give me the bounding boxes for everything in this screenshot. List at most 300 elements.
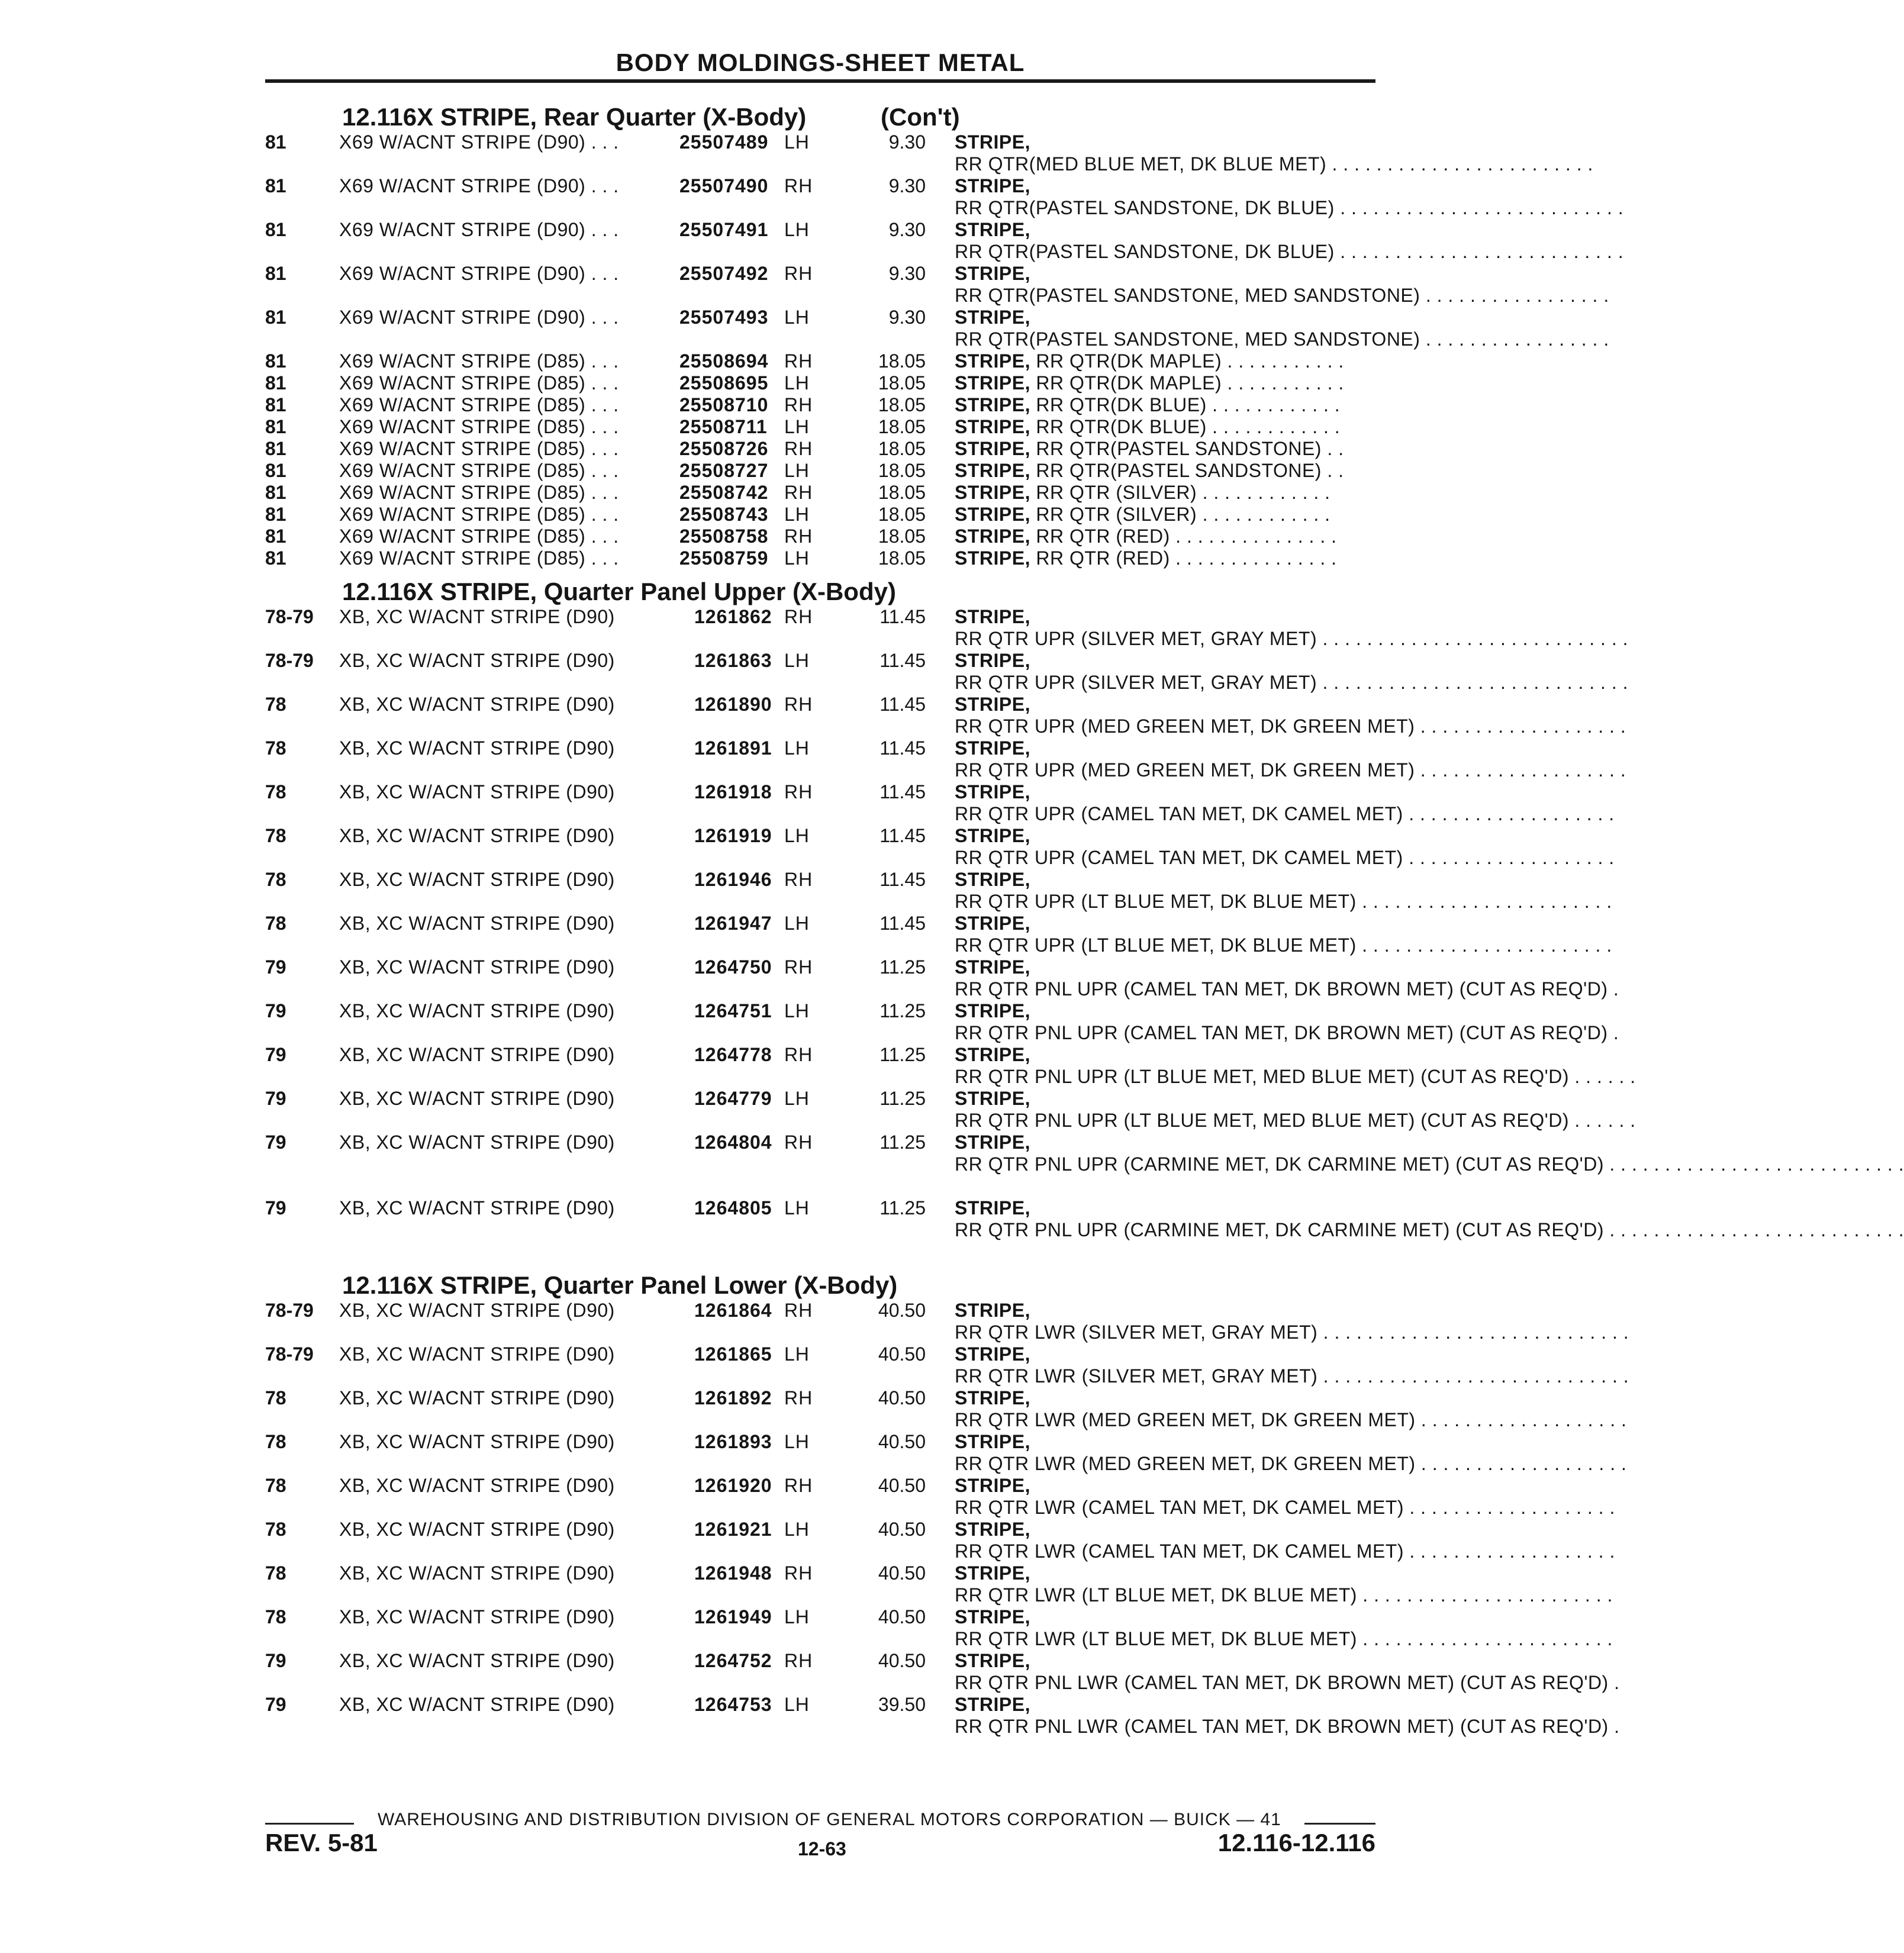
part-row xyxy=(265,307,1609,350)
description-text: RR QTR PNL UPR (LT BLUE MET, MED BLUE MET) (CUT AS REQ'D) . . . . . . xyxy=(955,1110,1636,1131)
description-keyword: STRIPE, xyxy=(955,504,1030,525)
price: 11.25 xyxy=(879,1132,926,1153)
description-keyword: STRIPE, xyxy=(955,1694,1030,1715)
part-number: 25507492 xyxy=(679,263,769,284)
side: LH xyxy=(784,131,810,153)
price: 40.50 xyxy=(878,1475,926,1496)
model-year: 78 xyxy=(265,869,286,890)
part-row xyxy=(265,825,1615,869)
model-year: 81 xyxy=(265,175,286,196)
header-rule xyxy=(265,79,1375,83)
description-text: RR QTR LWR (CAMEL TAN MET, DK CAMEL MET) . . . . . . . . . . . . . . . . . . . xyxy=(955,1541,1615,1562)
description-text: RR QTR UPR (LT BLUE MET, DK BLUE MET) . . . . . . . . . . . . . . . . . . . . . . . xyxy=(955,934,1612,956)
price: 11.25 xyxy=(879,1044,926,1065)
description-keyword: STRIPE, xyxy=(955,416,1030,437)
description-text: RR QTR UPR (MED GREEN MET, DK GREEN MET) . . . . . . . . . . . . . . . . . . . xyxy=(955,716,1626,737)
description-text: RR QTR(DK BLUE) . . . . . . . . . . . . xyxy=(1036,416,1341,437)
price: 40.50 xyxy=(878,1431,926,1452)
description xyxy=(955,1650,1620,1694)
application: XB, XC W/ACNT STRIPE (D90) xyxy=(339,1562,615,1584)
model-year: 81 xyxy=(265,350,286,372)
price: 40.50 xyxy=(878,1300,926,1321)
description-keyword: STRIPE, xyxy=(955,1562,1030,1584)
part-row xyxy=(265,482,1375,504)
price: 9.30 xyxy=(888,175,926,196)
description xyxy=(955,372,1375,394)
price: 18.05 xyxy=(878,394,926,415)
application: X69 W/ACNT STRIPE (D90) . . . xyxy=(339,219,619,240)
part-number: 1264751 xyxy=(694,1000,772,1021)
section-heading xyxy=(265,1266,1375,1300)
price: 11.45 xyxy=(879,869,926,890)
parts-list xyxy=(265,95,1904,1738)
part-number: 1261918 xyxy=(694,781,772,803)
side: RH xyxy=(784,350,813,372)
description xyxy=(955,825,1615,869)
description-keyword: STRIPE, xyxy=(955,1132,1030,1153)
application: XB, XC W/ACNT STRIPE (D90) xyxy=(339,1343,615,1365)
part-row xyxy=(265,1562,1613,1606)
part-row xyxy=(265,1475,1615,1519)
part-row xyxy=(265,1197,1904,1263)
side: RH xyxy=(784,394,813,415)
side: LH xyxy=(784,547,810,569)
description-text: RR QTR(PASTEL SANDSTONE, DK BLUE) . . . . . . . . . . . . . . . . . . . . . . . . . . xyxy=(955,197,1624,218)
description-keyword: STRIPE, xyxy=(955,1300,1030,1321)
part-row xyxy=(265,1431,1627,1475)
model-year: 79 xyxy=(265,956,286,978)
side: LH xyxy=(784,737,810,759)
price: 11.45 xyxy=(879,650,926,671)
model-year: 81 xyxy=(265,263,286,284)
application: XB, XC W/ACNT STRIPE (D90) xyxy=(339,1694,615,1715)
description xyxy=(955,416,1375,438)
price: 40.50 xyxy=(878,1606,926,1628)
description-text: RR QTR(MED BLUE MET, DK BLUE MET) . . . . . . . . . . . . . . . . . . . . . . . . xyxy=(955,153,1593,175)
description xyxy=(955,1519,1615,1562)
part-row xyxy=(265,372,1375,394)
model-year: 81 xyxy=(265,131,286,153)
price: 9.30 xyxy=(888,263,926,284)
price: 11.45 xyxy=(879,694,926,715)
side: RH xyxy=(784,438,813,459)
description-text: RR QTR UPR (SILVER MET, GRAY MET) . . . . . . . . . . . . . . . . . . . . . . . . . . . . xyxy=(955,672,1628,693)
side: LH xyxy=(784,1606,810,1628)
description xyxy=(955,131,1593,175)
part-number: 25508694 xyxy=(679,350,769,372)
price: 18.05 xyxy=(878,526,926,547)
price: 11.45 xyxy=(879,781,926,803)
page-header xyxy=(265,46,1375,82)
side: LH xyxy=(784,460,810,481)
description-text: RR QTR(PASTEL SANDSTONE) . . xyxy=(1036,438,1344,459)
description-keyword: STRIPE, xyxy=(955,350,1030,372)
description xyxy=(955,438,1375,460)
part-row xyxy=(265,913,1612,956)
description-text: RR QTR UPR (MED GREEN MET, DK GREEN MET) . . . . . . . . . . . . . . . . . . . xyxy=(955,759,1626,781)
price: 18.05 xyxy=(878,547,926,569)
side: RH xyxy=(784,1387,813,1409)
application: XB, XC W/ACNT STRIPE (D90) xyxy=(339,737,615,759)
model-year: 81 xyxy=(265,526,286,547)
model-year: 78 xyxy=(265,1562,286,1584)
application: X69 W/ACNT STRIPE (D85) . . . xyxy=(339,547,619,569)
description xyxy=(955,263,1609,307)
description-keyword: STRIPE, xyxy=(955,737,1030,759)
description xyxy=(955,1000,1619,1044)
model-year: 78-79 xyxy=(265,1300,314,1321)
description xyxy=(955,1300,1629,1343)
application: X69 W/ACNT STRIPE (D90) . . . xyxy=(339,307,619,328)
page-title: BODY MOLDINGS-SHEET METAL xyxy=(616,49,1025,76)
part-number: 1264804 xyxy=(694,1132,772,1153)
description-keyword: STRIPE, xyxy=(955,1387,1030,1409)
description-keyword: STRIPE, xyxy=(955,956,1030,978)
part-row xyxy=(265,1343,1629,1387)
description-text: RR QTR UPR (LT BLUE MET, DK BLUE MET) . . . . . . . . . . . . . . . . . . . . . . . xyxy=(955,891,1612,912)
description-text: RR QTR (RED) . . . . . . . . . . . . . . . xyxy=(1036,547,1337,569)
price: 18.05 xyxy=(878,438,926,459)
description-keyword: STRIPE, xyxy=(955,869,1030,890)
application: XB, XC W/ACNT STRIPE (D90) xyxy=(339,650,615,671)
description xyxy=(955,781,1615,825)
description-text: RR QTR PNL LWR (CAMEL TAN MET, DK BROWN MET) (CUT AS REQ'D) . xyxy=(955,1672,1620,1693)
model-year: 81 xyxy=(265,307,286,328)
side: RH xyxy=(784,1562,813,1584)
description xyxy=(955,219,1624,263)
footer-rule-left xyxy=(265,1823,354,1825)
description xyxy=(955,1132,1904,1175)
application: XB, XC W/ACNT STRIPE (D90) xyxy=(339,1650,615,1671)
model-year: 79 xyxy=(265,1694,286,1715)
part-row xyxy=(265,956,1619,1000)
price: 11.45 xyxy=(879,606,926,627)
part-number: 25508758 xyxy=(679,526,769,547)
section-title: 12.116X STRIPE, Quarter Panel Upper (X-Body) xyxy=(342,578,896,605)
description-keyword: STRIPE, xyxy=(955,547,1030,569)
application: XB, XC W/ACNT STRIPE (D90) xyxy=(339,1519,615,1540)
model-year: 78 xyxy=(265,913,286,934)
price: 18.05 xyxy=(878,350,926,372)
model-year: 78 xyxy=(265,1519,286,1540)
description xyxy=(955,913,1612,956)
part-row xyxy=(265,1000,1619,1044)
part-row xyxy=(265,694,1626,737)
application: XB, XC W/ACNT STRIPE (D90) xyxy=(339,1475,615,1496)
description-keyword: STRIPE, xyxy=(955,394,1030,415)
description-keyword: STRIPE, xyxy=(955,1475,1030,1496)
price: 40.50 xyxy=(878,1562,926,1584)
part-row xyxy=(265,1606,1613,1650)
part-number: 1261920 xyxy=(694,1475,772,1496)
part-row xyxy=(265,526,1375,547)
part-number: 25508759 xyxy=(679,547,769,569)
description-keyword: STRIPE, xyxy=(955,175,1030,196)
description xyxy=(955,606,1628,650)
part-number: 25508742 xyxy=(679,482,769,503)
description-text: RR QTR(PASTEL SANDSTONE) . . xyxy=(1036,460,1344,481)
price: 11.45 xyxy=(879,737,926,759)
part-row xyxy=(265,1088,1636,1132)
description-keyword: STRIPE, xyxy=(955,131,1030,153)
description-keyword: STRIPE, xyxy=(955,1431,1030,1452)
part-row xyxy=(265,1650,1620,1694)
side: LH xyxy=(784,650,810,671)
description-keyword: STRIPE, xyxy=(955,913,1030,934)
description-text: RR QTR(DK MAPLE) . . . . . . . . . . . xyxy=(1036,350,1344,372)
description-text: RR QTR(PASTEL SANDSTONE, MED SANDSTONE) . . . . . . . . . . . . . . . . . xyxy=(955,285,1609,306)
description-keyword: STRIPE, xyxy=(955,438,1030,459)
description xyxy=(955,1562,1613,1606)
part-number: 1261893 xyxy=(694,1431,772,1452)
side: RH xyxy=(784,526,813,547)
price: 18.05 xyxy=(878,416,926,437)
part-row xyxy=(265,131,1593,175)
application: XB, XC W/ACNT STRIPE (D90) xyxy=(339,1431,615,1452)
model-year: 81 xyxy=(265,460,286,481)
model-year: 78 xyxy=(265,825,286,846)
description-text: RR QTR (RED) . . . . . . . . . . . . . . . xyxy=(1036,526,1337,547)
application: X69 W/ACNT STRIPE (D85) . . . xyxy=(339,504,619,525)
price: 39.50 xyxy=(878,1694,926,1715)
side: LH xyxy=(784,1694,810,1715)
side: RH xyxy=(784,1650,813,1671)
model-year: 81 xyxy=(265,219,286,240)
application: XB, XC W/ACNT STRIPE (D90) xyxy=(339,1606,615,1628)
model-year: 78 xyxy=(265,1606,286,1628)
model-year: 81 xyxy=(265,394,286,415)
part-row xyxy=(265,219,1624,263)
footer-division: WAREHOUSING AND DISTRIBUTION DIVISION OF GENERAL MOTORS CORPORATION — BUICK — 41 xyxy=(378,1810,1281,1829)
description-keyword: STRIPE, xyxy=(955,1650,1030,1671)
description xyxy=(955,307,1609,350)
description xyxy=(955,1475,1615,1519)
description xyxy=(955,1044,1636,1088)
price: 11.25 xyxy=(879,1000,926,1021)
price: 11.25 xyxy=(879,956,926,978)
description-text: RR QTR UPR (CAMEL TAN MET, DK CAMEL MET) . . . . . . . . . . . . . . . . . . . xyxy=(955,847,1615,868)
side: LH xyxy=(784,1343,810,1365)
description-keyword: STRIPE, xyxy=(955,1519,1030,1540)
part-number: 25508695 xyxy=(679,372,769,394)
part-row xyxy=(265,1044,1636,1088)
side: RH xyxy=(784,175,813,196)
description-keyword: STRIPE, xyxy=(955,460,1030,481)
side: LH xyxy=(784,1519,810,1540)
part-number: 25507489 xyxy=(679,131,769,153)
part-number: 1264750 xyxy=(694,956,772,978)
application: X69 W/ACNT STRIPE (D90) . . . xyxy=(339,131,619,153)
part-number: 25508710 xyxy=(679,394,769,415)
model-year: 81 xyxy=(265,482,286,503)
side: RH xyxy=(784,956,813,978)
description-keyword: STRIPE, xyxy=(955,694,1030,715)
description-text: RR QTR PNL UPR (CAMEL TAN MET, DK BROWN MET) (CUT AS REQ'D) . xyxy=(955,1022,1619,1043)
price: 11.45 xyxy=(879,825,926,846)
description-text: RR QTR PNL LWR (CAMEL TAN MET, DK BROWN MET) (CUT AS REQ'D) . xyxy=(955,1716,1620,1737)
description xyxy=(955,504,1375,526)
application: XB, XC W/ACNT STRIPE (D90) xyxy=(339,825,615,846)
model-year: 79 xyxy=(265,1650,286,1671)
application: XB, XC W/ACNT STRIPE (D90) xyxy=(339,1088,615,1109)
application: X69 W/ACNT STRIPE (D85) . . . xyxy=(339,482,619,503)
price: 40.50 xyxy=(878,1387,926,1409)
part-row xyxy=(265,394,1375,416)
application: XB, XC W/ACNT STRIPE (D90) xyxy=(339,606,615,627)
price: 18.05 xyxy=(878,372,926,394)
side: LH xyxy=(784,219,810,240)
model-year: 78 xyxy=(265,737,286,759)
continued-label: (Con't) xyxy=(881,103,960,131)
application: XB, XC W/ACNT STRIPE (D90) xyxy=(339,1300,615,1321)
description-text: RR QTR PNL UPR (CARMINE MET, DK CARMINE MET) (CUT AS REQ'D) . . . . . . . . . . . . . . . . . . . . . . . . . . . xyxy=(955,1219,1904,1240)
description xyxy=(955,1088,1636,1132)
side: LH xyxy=(784,1197,810,1219)
part-number: 1261919 xyxy=(694,825,772,846)
description-keyword: STRIPE, xyxy=(955,263,1030,284)
part-number: 1261921 xyxy=(694,1519,772,1540)
application: X69 W/ACNT STRIPE (D85) . . . xyxy=(339,350,619,372)
side: RH xyxy=(784,1044,813,1065)
part-number: 25508727 xyxy=(679,460,769,481)
description-text: RR QTR PNL UPR (CARMINE MET, DK CARMINE MET) (CUT AS REQ'D) . . . . . . . . . . . . . . . . . . . . . . . . . . . xyxy=(955,1153,1904,1175)
section-title: 12.116X STRIPE, Quarter Panel Lower (X-Body) xyxy=(342,1271,898,1299)
description-keyword: STRIPE, xyxy=(955,482,1030,503)
model-year: 78-79 xyxy=(265,650,314,671)
description xyxy=(955,694,1626,737)
description-text: RR QTR LWR (LT BLUE MET, DK BLUE MET) . . . . . . . . . . . . . . . . . . . . . . . xyxy=(955,1628,1613,1649)
page-footer xyxy=(265,1799,1375,1864)
model-year: 79 xyxy=(265,1088,286,1109)
description-text: RR QTR LWR (CAMEL TAN MET, DK CAMEL MET) . . . . . . . . . . . . . . . . . . . xyxy=(955,1497,1615,1518)
part-number: 1261948 xyxy=(694,1562,772,1584)
description xyxy=(955,547,1375,569)
description xyxy=(955,737,1626,781)
description-keyword: STRIPE, xyxy=(955,1088,1030,1109)
part-row xyxy=(265,606,1628,650)
description-keyword: STRIPE, xyxy=(955,650,1030,671)
model-year: 79 xyxy=(265,1044,286,1065)
price: 9.30 xyxy=(888,131,926,153)
model-year: 78 xyxy=(265,1431,286,1452)
part-row xyxy=(265,416,1375,438)
part-number: 1261865 xyxy=(694,1343,772,1365)
description xyxy=(955,1431,1627,1475)
application: XB, XC W/ACNT STRIPE (D90) xyxy=(339,869,615,890)
description-text: RR QTR LWR (MED GREEN MET, DK GREEN MET) . . . . . . . . . . . . . . . . . . . xyxy=(955,1409,1627,1430)
part-number: 25507491 xyxy=(679,219,769,240)
part-row xyxy=(265,547,1375,569)
price: 40.50 xyxy=(878,1650,926,1671)
side: RH xyxy=(784,1475,813,1496)
description xyxy=(955,350,1375,372)
side: LH xyxy=(784,1431,810,1452)
part-number: 1261890 xyxy=(694,694,772,715)
section-heading xyxy=(265,573,1375,606)
description xyxy=(955,1197,1904,1241)
price: 11.45 xyxy=(879,913,926,934)
side: RH xyxy=(784,606,813,627)
description-keyword: STRIPE, xyxy=(955,1606,1030,1628)
description-keyword: STRIPE, xyxy=(955,372,1030,394)
part-number: 1261863 xyxy=(694,650,772,671)
price: 40.50 xyxy=(878,1343,926,1365)
side: RH xyxy=(784,1300,813,1321)
description-text: RR QTR LWR (LT BLUE MET, DK BLUE MET) . . . . . . . . . . . . . . . . . . . . . . . xyxy=(955,1584,1613,1606)
part-row xyxy=(265,1694,1620,1738)
description-text: RR QTR(PASTEL SANDSTONE, DK BLUE) . . . . . . . . . . . . . . . . . . . . . . . . . . xyxy=(955,241,1624,262)
model-year: 81 xyxy=(265,438,286,459)
part-number: 25507493 xyxy=(679,307,769,328)
page-number: 12-63 xyxy=(798,1838,846,1859)
model-year: 81 xyxy=(265,416,286,437)
price: 40.50 xyxy=(878,1519,926,1540)
side: LH xyxy=(784,416,810,437)
description xyxy=(955,956,1619,1000)
side: RH xyxy=(784,781,813,803)
part-row xyxy=(265,263,1609,307)
model-year: 79 xyxy=(265,1197,286,1219)
application: XB, XC W/ACNT STRIPE (D90) xyxy=(339,956,615,978)
part-row xyxy=(265,1300,1629,1343)
description xyxy=(955,482,1375,504)
description-keyword: STRIPE, xyxy=(955,781,1030,803)
model-year: 81 xyxy=(265,372,286,394)
description xyxy=(955,1694,1620,1738)
description-keyword: STRIPE, xyxy=(955,307,1030,328)
model-year: 78 xyxy=(265,781,286,803)
application: X69 W/ACNT STRIPE (D85) . . . xyxy=(339,394,619,415)
part-number: 1261892 xyxy=(694,1387,772,1409)
section-title: 12.116X STRIPE, Rear Quarter (X-Body) xyxy=(342,103,807,131)
price: 9.30 xyxy=(888,219,926,240)
application: X69 W/ACNT STRIPE (D85) . . . xyxy=(339,438,619,459)
part-number: 1261864 xyxy=(694,1300,772,1321)
application: XB, XC W/ACNT STRIPE (D90) xyxy=(339,1197,615,1219)
application: X69 W/ACNT STRIPE (D90) . . . xyxy=(339,175,619,196)
part-number: 1261949 xyxy=(694,1606,772,1628)
application: XB, XC W/ACNT STRIPE (D90) xyxy=(339,781,615,803)
description xyxy=(955,1343,1629,1387)
side: LH xyxy=(784,307,810,328)
model-year: 79 xyxy=(265,1132,286,1153)
part-row xyxy=(265,1519,1615,1562)
side: RH xyxy=(784,869,813,890)
description-keyword: STRIPE, xyxy=(955,219,1030,240)
part-row xyxy=(265,438,1375,460)
part-number: 25508726 xyxy=(679,438,769,459)
description-text: RR QTR(PASTEL SANDSTONE, MED SANDSTONE) . . . . . . . . . . . . . . . . . xyxy=(955,328,1609,350)
price: 9.30 xyxy=(888,307,926,328)
description-text: RR QTR(DK MAPLE) . . . . . . . . . . . xyxy=(1036,372,1344,394)
side: LH xyxy=(784,504,810,525)
application: XB, XC W/ACNT STRIPE (D90) xyxy=(339,913,615,934)
description-text: RR QTR (SILVER) . . . . . . . . . . . . xyxy=(1036,504,1330,525)
part-row xyxy=(265,504,1375,526)
description-keyword: STRIPE, xyxy=(955,1000,1030,1021)
application: X69 W/ACNT STRIPE (D85) . . . xyxy=(339,460,619,481)
application: X69 W/ACNT STRIPE (D85) . . . xyxy=(339,416,619,437)
part-number: 1261947 xyxy=(694,913,772,934)
side: LH xyxy=(784,825,810,846)
description-keyword: STRIPE, xyxy=(955,1197,1030,1219)
model-year: 78 xyxy=(265,1475,286,1496)
application: X69 W/ACNT STRIPE (D90) . . . xyxy=(339,263,619,284)
description-text: RR QTR PNL UPR (CAMEL TAN MET, DK BROWN MET) (CUT AS REQ'D) . xyxy=(955,978,1619,1000)
description-text: RR QTR UPR (SILVER MET, GRAY MET) . . . . . . . . . . . . . . . . . . . . . . . . . . . . xyxy=(955,628,1628,649)
side: RH xyxy=(784,694,813,715)
part-number: 1264805 xyxy=(694,1197,772,1219)
